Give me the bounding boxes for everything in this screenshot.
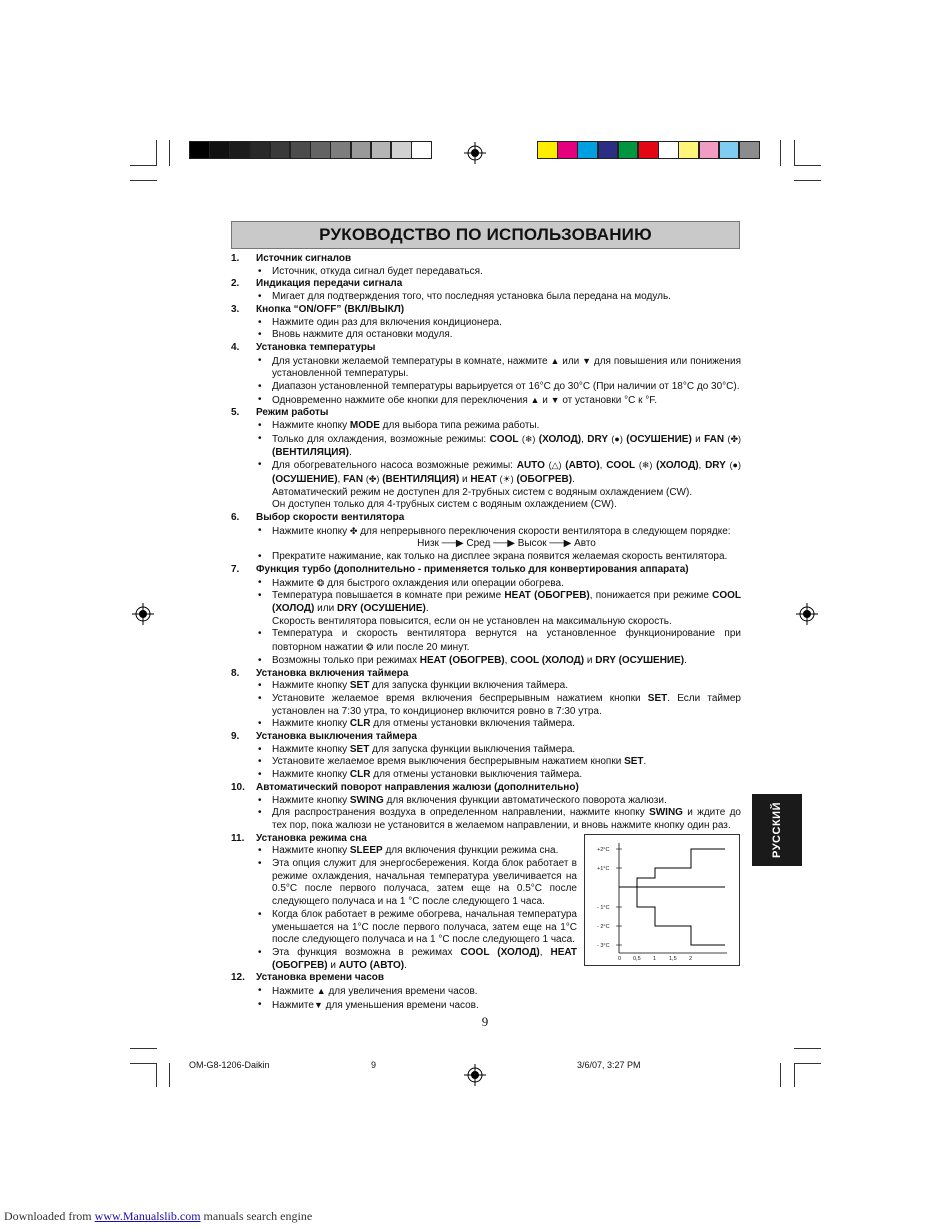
bold-text: (ВЕНТИЛЯЦИЯ) [382, 473, 460, 485]
text: Для распространения воздуха в определенном направлении, нажмите кнопку [272, 807, 650, 819]
text: Одновременно нажмите обе кнопки для переключения [272, 394, 531, 406]
list-item [231, 947, 577, 972]
list-item [231, 355, 741, 381]
text: и [327, 959, 339, 971]
list-item [231, 999, 741, 1013]
section-title: Установка выключения таймера [256, 731, 417, 743]
text: или после 20 минут. [373, 642, 470, 654]
text: Нажмите кнопку [272, 525, 350, 537]
text: Нажмите кнопку [272, 680, 350, 692]
section-number: 1. [231, 253, 240, 264]
fan-speed-label: Авто [574, 538, 596, 550]
list-item [231, 317, 741, 330]
color-swatch [598, 141, 619, 159]
sun-icon: (☀) [499, 473, 514, 484]
text: или [314, 602, 337, 614]
sleep-mode-chart [584, 834, 740, 966]
bold-text: (ХОЛОД) [656, 460, 699, 472]
bold-text: DRY [705, 460, 726, 472]
bold-text: AUTO [516, 460, 545, 472]
gray-swatch [209, 141, 230, 159]
text: Только для охлаждения, возможные режимы: [272, 433, 490, 445]
drop-icon: (●) [729, 460, 741, 471]
text: Эта опция служит для энергосбережения. Когда блок работает в режиме охлаждения, начальная температура увеличивается на 0.5°C после первого получаса, затем еще на 0.5°C после следующего получаса и на 1 °C после следующего 1 часа. [272, 858, 577, 908]
gray-swatch [290, 141, 311, 159]
text: , [539, 946, 551, 958]
section-heading [231, 731, 741, 744]
section-number: 5. [231, 407, 240, 419]
bold-text: DRY [587, 433, 609, 445]
text: Установите желаемое время включения беспрерывным нажатием кнопки [272, 692, 648, 704]
registration-mark-icon [464, 142, 486, 164]
bold-text: COOL (ХОЛОД) [510, 654, 585, 666]
text: Источник, откуда сигнал будет передаваться. [272, 265, 483, 277]
list-item [231, 525, 741, 539]
page-title-bar [231, 221, 740, 249]
text: для непрерывного переключения скорости вентилятора в следующем порядке: [357, 525, 731, 537]
registration-mark-icon [132, 603, 154, 625]
section-2 [231, 278, 741, 303]
list-item [231, 381, 741, 394]
text: Автоматический режим не доступен для 2-трубных систем с водяным охлаждением (CW). [272, 486, 693, 498]
section-7 [231, 564, 741, 668]
sleep-chart-svg [585, 835, 739, 965]
text: или [559, 355, 583, 367]
up-triangle-icon: ▲ [530, 394, 540, 405]
bold-text: SET [624, 756, 644, 768]
gray-swatch [411, 141, 432, 159]
list-item [231, 433, 741, 459]
gray-swatch [330, 141, 351, 159]
bold-text: SLEEP [349, 845, 383, 857]
color-swatch [699, 141, 720, 159]
text: Он доступен только для 4-трубных систем с водяным охлаждением (CW). [272, 499, 617, 511]
list-item [231, 756, 741, 769]
x-tick-label: 0 [618, 956, 622, 962]
text: Мигает для подтверждения того, что последняя установка была передана на модуль. [272, 291, 671, 303]
heating-step-line [619, 887, 725, 945]
text: , [337, 473, 344, 485]
list-item [231, 744, 741, 757]
section-heading [231, 407, 741, 420]
language-tab-label: РУССКИЙ [771, 802, 784, 858]
text: Нажмите кнопку [272, 743, 350, 755]
color-swatch [638, 141, 659, 159]
x-tick-label: 0,5 [633, 956, 641, 962]
text: Нажмите кнопку [272, 845, 350, 857]
bold-text: (ВЕНТИЛЯЦИЯ) [272, 446, 349, 458]
footer-timestamp: 3/6/07, 3:27 PM [577, 1060, 641, 1070]
list-item [231, 487, 741, 500]
arrow-right-icon: ──▶ [490, 538, 518, 550]
auto-icon: (△) [548, 460, 562, 471]
gray-swatch [270, 141, 291, 159]
text: Эта функция возможна в режимах [272, 946, 461, 958]
fan-speed-label: Низк [417, 538, 439, 550]
section-title: Установка температуры [256, 341, 376, 353]
list-item [231, 845, 577, 858]
bold-text: COOL (ХОЛОД) [272, 590, 741, 614]
color-swatch [658, 141, 679, 159]
arrow-right-icon: ──▶ [438, 538, 467, 550]
footer-page: 9 [371, 1060, 377, 1070]
bold-text: (ХОЛОД) [538, 433, 582, 445]
section-number: 10. [231, 781, 245, 793]
section-title: Автоматический поворот направления жалюзи (дополнительно) [256, 781, 579, 793]
gray-swatch [229, 141, 250, 159]
x-tick-label: 2 [689, 956, 693, 962]
list-item [231, 858, 577, 909]
x-tick-label: 1,5 [669, 956, 677, 962]
bold-text: HEAT (ОБОГРЕВ) [504, 590, 590, 602]
fan-icon: ✤ [349, 525, 358, 536]
section-title: Источник сигналов [256, 253, 352, 264]
list-item [231, 459, 741, 486]
download-prefix: Downloaded from [4, 1209, 92, 1223]
y-tick-label: - 1°C [597, 905, 610, 911]
text: и [539, 394, 551, 406]
text: и ждите до тех пор, пока жалюзи не установится в желаемом направлении, и вновь нажмите кнопку один раз. [272, 807, 741, 831]
bold-text: CLR [349, 769, 371, 781]
text: для увеличения времени часов. [325, 986, 478, 998]
text: . [572, 473, 575, 485]
section-number: 3. [231, 303, 240, 315]
bold-text: AUTO (АВТО) [338, 959, 405, 971]
list-item [231, 985, 741, 999]
section-heading [231, 278, 741, 291]
text: для отмены установки включения таймера. [370, 718, 575, 730]
gray-swatch [371, 141, 392, 159]
text: для включения функции автоматического поворота жалюзи. [383, 794, 667, 806]
down-triangle-icon: ▼ [550, 394, 560, 405]
text: Нажмите кнопку [272, 794, 350, 806]
download-notice [4, 1209, 312, 1224]
y-tick-label: - 2°C [597, 924, 610, 930]
bold-text: DRY (ОСУШЕНИЕ) [595, 654, 685, 666]
fan-speed-sequence [231, 538, 741, 551]
language-tab [752, 794, 802, 866]
section-title: Кнопка “ON/OFF” (ВКЛ/ВЫКЛ) [256, 303, 405, 315]
text: для быстрого охлаждения или операции обогрева. [324, 577, 564, 589]
text: Скорость вентилятора повысится, если он не установлен на максимальную скорость. [272, 615, 672, 627]
bold-text: SET [349, 680, 370, 692]
bold-text: FAN [704, 433, 725, 445]
x-tick-label: 1 [653, 956, 657, 962]
section-title: Индикация передачи сигнала [256, 278, 403, 290]
list-item [231, 655, 741, 668]
gray-swatch [310, 141, 331, 159]
section-4 [231, 342, 741, 408]
bold-text: (ОСУШЕНИЕ) [626, 433, 692, 445]
color-swatch [557, 141, 578, 159]
registration-mark-icon [464, 1064, 486, 1086]
section-heading [231, 782, 741, 795]
text: и [459, 473, 471, 485]
bold-text: COOL (ХОЛОД) [460, 946, 540, 958]
list-item [231, 795, 741, 808]
section-heading [231, 253, 741, 266]
text: Когда блок работает в режиме обогрева, начальная температура уменьшается на 1°C после первого получаса, затем еще на 1°C после следующего получаса и на 1 °C после следующего 1 часа. [272, 908, 577, 946]
text: , [599, 460, 607, 472]
text: . [425, 602, 429, 614]
list-item [231, 693, 741, 718]
section-5 [231, 407, 741, 512]
turbo-icon: ❂ [366, 642, 374, 653]
y-tick-label: +2°C [597, 847, 610, 853]
bold-text: SET [349, 743, 370, 755]
y-tick-label: +1°C [597, 866, 610, 872]
list-item [231, 394, 741, 408]
text: . [643, 756, 647, 768]
text: и [584, 654, 596, 666]
bold-text: HEAT (ОБОГРЕВ) [419, 654, 505, 666]
list-item [231, 680, 741, 693]
download-suffix: manuals search engine [203, 1209, 313, 1223]
bold-text: COOL [606, 460, 636, 472]
text: Вновь нажмите для остановки модуля. [272, 329, 453, 341]
text: . Если таймер установлен на 7:30 утра, то кондиционер включится ровно в 7:30 утра. [272, 692, 741, 717]
text: для уменьшения времени часов. [322, 999, 479, 1011]
section-title: Функция турбо (дополнительно - применяется только для конвертирования аппарата) [256, 563, 689, 575]
list-item [231, 420, 741, 433]
section-3 [231, 304, 741, 342]
text: для выбора типа режима работы. [379, 420, 540, 432]
text: Диапазон установленной температуры варьируется от 16°C до 30°C (При наличии от 18°C до 30°C). [272, 381, 740, 393]
section-title: Установка режима сна [256, 832, 367, 844]
gray-swatch [189, 141, 210, 159]
text: и [691, 433, 705, 445]
text: для запуска функции выключения таймера. [369, 743, 576, 755]
page-title: РУКОВОДСТВО ПО ИСПОЛЬЗОВАНИЮ [319, 225, 652, 244]
section-number: 6. [231, 512, 240, 524]
section-number: 4. [231, 341, 240, 353]
section-title: Установка включения таймера [256, 667, 409, 679]
text: для отмены установки выключения таймера. [370, 769, 583, 781]
list-item [231, 329, 741, 342]
bold-text: SWING [649, 807, 683, 819]
gray-swatch [351, 141, 372, 159]
text: для включения функции режима сна. [382, 845, 559, 857]
bold-text: (ОБОГРЕВ) [516, 473, 573, 485]
list-item [231, 769, 741, 782]
text: Нажмите [272, 577, 317, 589]
section-title: Режим работы [256, 407, 329, 419]
section-heading [231, 342, 741, 355]
text: для запуска функции включения таймера. [369, 680, 569, 692]
section-number: 7. [231, 563, 240, 575]
page-number: 9 [481, 1014, 489, 1029]
section-heading [231, 972, 741, 985]
section-12 [231, 972, 741, 1012]
list-item [231, 499, 741, 512]
bold-text: DRY (ОСУШЕНИЕ) [336, 602, 426, 614]
section-8 [231, 668, 741, 732]
section-9 [231, 731, 741, 782]
color-swatch [537, 141, 558, 159]
section-number: 12. [231, 972, 245, 984]
fan-icon: (✤) [365, 473, 380, 484]
registration-mark-icon [796, 603, 818, 625]
snowflake-icon: (❄) [638, 460, 653, 471]
text: Нажмите кнопку [272, 769, 350, 781]
color-swatch [739, 141, 760, 159]
text: Нажмите один раз для включения кондиционера. [272, 316, 502, 328]
text: . [684, 654, 687, 666]
text: Для установки желаемой температуры в комнате, нажмите [272, 355, 551, 367]
text: для повышения или понижения установленной температуры. [272, 355, 741, 380]
bold-text: SET [647, 692, 668, 704]
y-tick-label: - 3°C [597, 943, 610, 949]
section-title: Выбор скорости вентилятора [256, 512, 405, 524]
footer-doc-id: OM-G8-1206-Daikin [189, 1060, 270, 1070]
list-item [231, 590, 741, 615]
fan-speed-label: Сред [466, 538, 491, 550]
text: Температура повышается в комнате при режиме [272, 590, 505, 602]
text: . [404, 959, 407, 971]
text: Температура и скорость вентилятора вернутся на установленное функционирование при повторном нажатии [272, 628, 741, 654]
list-item [231, 577, 741, 591]
gray-swatch [250, 141, 271, 159]
section-number: 2. [231, 278, 240, 290]
list-item [231, 909, 577, 947]
list-item [231, 807, 741, 832]
bold-text: (АВТО) [565, 460, 600, 472]
list-item [231, 551, 741, 564]
text: Нажмите кнопку [272, 718, 350, 730]
text: Для обогревательного насоса возможные режимы: [272, 460, 517, 472]
section-heading [231, 668, 741, 681]
manualslib-link[interactable]: www.Manualslib.com [94, 1209, 201, 1223]
section-number: 11. [231, 832, 245, 844]
color-swatch [678, 141, 699, 159]
list-item [231, 616, 741, 629]
text: Нажмите [272, 986, 317, 998]
color-swatch [719, 141, 740, 159]
bold-text: MODE [349, 420, 380, 432]
up-triangle-icon: ▲ [550, 355, 560, 366]
text: . [348, 446, 352, 458]
snowflake-icon: (❄) [521, 433, 536, 444]
turbo-icon: ❂ [316, 577, 325, 588]
section-1 [231, 253, 741, 278]
section-heading [231, 304, 741, 317]
bold-text: HEAT (ОБОГРЕВ) [272, 946, 577, 971]
bold-text: (ОСУШЕНИЕ) [272, 473, 338, 485]
list-item [231, 291, 741, 304]
color-swatch [577, 141, 598, 159]
bold-text: HEAT [470, 473, 497, 485]
section-heading [231, 512, 741, 525]
down-triangle-icon: ▼ [582, 355, 592, 366]
fan-icon: (✤) [727, 433, 742, 444]
list-item [231, 266, 741, 279]
bold-text: SWING [349, 794, 384, 806]
text: Прекратите нажимание, как только на дисплее экрана появится желаемая скорость вентилятора. [272, 551, 728, 563]
arrow-right-icon: ──▶ [546, 538, 575, 550]
cooling-step-line [619, 849, 725, 887]
section-10 [231, 782, 741, 833]
fan-speed-label: Высок [517, 538, 547, 550]
text: Нажмите кнопку [272, 420, 350, 432]
color-swatch [618, 141, 639, 159]
section-6 [231, 512, 741, 564]
text: Возможны только при режимах [272, 654, 420, 666]
text: Установите желаемое время выключения беспрерывным нажатием кнопки [272, 756, 625, 768]
bold-text: CLR [349, 718, 371, 730]
gray-swatch [391, 141, 412, 159]
drop-icon: (●) [611, 433, 623, 444]
up-triangle-icon: ▲ [316, 986, 326, 997]
text: , [698, 460, 706, 472]
list-item [231, 718, 741, 731]
text: , понижается при режиме [589, 590, 713, 602]
text: от установки °C к °F. [559, 394, 658, 406]
list-item [231, 628, 741, 654]
text: , [581, 433, 588, 445]
section-heading [231, 564, 741, 577]
section-number: 9. [231, 731, 240, 743]
section-number: 8. [231, 667, 240, 679]
bold-text: COOL [489, 433, 519, 445]
down-triangle-icon: ▼ [313, 999, 323, 1010]
bold-text: FAN [343, 473, 364, 485]
text: , [504, 654, 511, 666]
text: Нажмите [272, 999, 314, 1011]
section-title: Установка времени часов [256, 972, 385, 984]
